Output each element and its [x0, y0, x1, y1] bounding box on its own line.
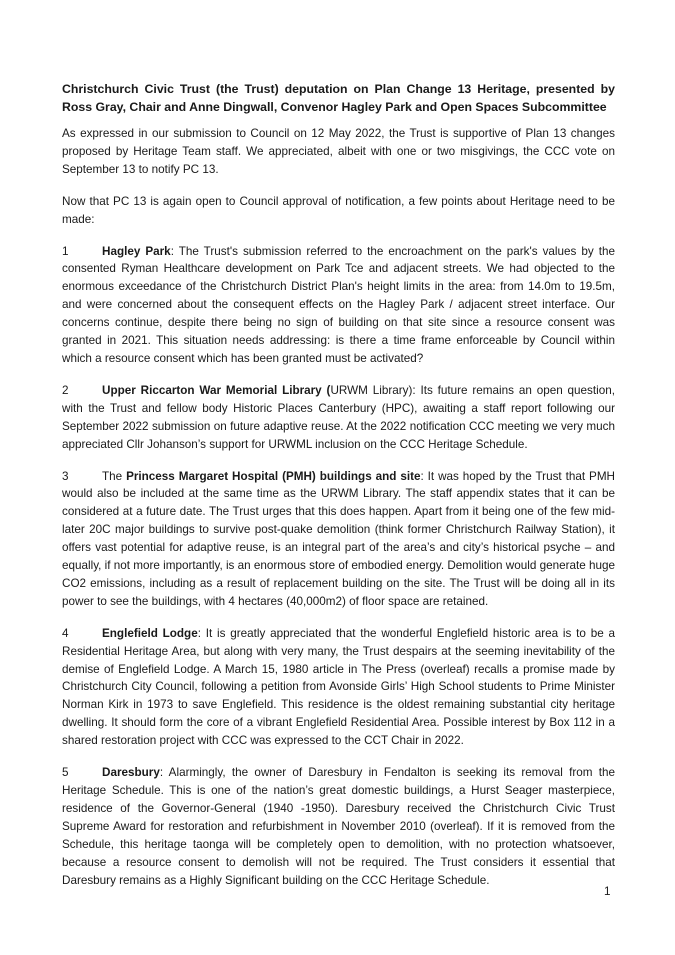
- point-text: : Alarmingly, the owner of Daresbury in Fendalton is seeking its removal from the Heritage Schedule. This is one of the nation’s great domestic buildings, a Hurst Seager masterpiece, residence of the Governor-General (1940 -1950). Daresbury received the Christchurch Civic Trust Supreme Award for restoration and refurbishment in November 2010 (overleaf). If it is removed from the Schedule, this heritage taonga will be completely open to demolition, with no protection whatsoever, because a resource consent to demolish will not be required. The Trust considers it essential that Daresbury remains as a Highly Significant building on the CCC Heritage Schedule.: [62, 766, 615, 887]
- point-number: 2: [62, 383, 69, 397]
- point-text: : It is greatly appreciated that the wonderful Englefield historic area is to be a Residential Heritage Area, but along with very many, the Trust despairs at the seeming inevitability of the demise of Englefield Lodge. A March 15, 1980 article in The Press (overleaf) recalls a promise made by Christchurch City Council, following a petition from Avonside Girls’ High School students to Prime Minister Norman Kirk in 1973 to save Englefield. This residence is the oldest remaining substantial city heritage dwelling. It should form the core of a vibrant Englefield Residential Area. Possible interest by Box 112 in a shared restoration project with CCC was expressed to the CCT Chair in 2022.: [62, 626, 615, 748]
- point-text: : The Trust's submission referred to the encroachment on the park's values by the consented Ryman Healthcare development on Park Tce and adjacent streets. We had objected to the enormous exceedance of the Christchurch District Plan's height limits in the area: from 14.0m to 19.5m, and were concerned about the consequent effects on the Hagley Park / adjacent street interface. Our concerns continue, despite there being no sign of building on that site since a resource consent was granted in 2021. This situation needs addressing: is there a time frame enforceable by Council within which a resource consent which has been granted must be activated?: [62, 244, 615, 365]
- point-1: [62, 243, 615, 368]
- page-number: 1: [604, 885, 611, 898]
- document-title: Christchurch Civic Trust (the Trust) deputation on Plan Change 13 Heritage, presented by Ross Gray, Chair and Anne Dingwall, Convenor Hagley Park and Open Spaces Subcommittee: [62, 82, 615, 114]
- point-text: : It was hoped by the Trust that PMH would also be included at the same time as the URWM Library. The staff appendix states that it can be considered at a future date. The Trust urges that this does happen. Apart from it being one of the few mid-later 20C major buildings to survive post-quake demolition (think former Christchurch Railway Station), it offers vast potential for adaptive reuse, is an integral part of the area’s and city’s historical psyche – and equally, if not more importantly, is an enormous store of embodied energy. Demolition would generate huge CO2 emissions, including as a result of replacement building on the site. The Trust will be doing all in its power to see the buildings, with 4 hectares (40,000m2) of floor space are retained.: [62, 469, 615, 608]
- point-heading: Daresbury: [102, 766, 160, 780]
- point-number: 5: [62, 766, 69, 780]
- point-number: 4: [62, 626, 69, 640]
- point-number: 3: [62, 469, 69, 483]
- intro-paragraph-2: Now that PC 13 is again open to Council approval of notification, a few points about Heritage need to be made:: [62, 194, 615, 226]
- point-prefix: The: [102, 469, 127, 483]
- point-heading: Upper Riccarton War Memorial Library (: [102, 383, 331, 397]
- point-3: [62, 468, 615, 611]
- point-heading: Hagley Park: [102, 244, 171, 258]
- point-heading: Princess Margaret Hospital (PMH) buildings and site: [126, 469, 421, 483]
- point-text: URWM Library): Its future remains an open question, with the Trust and fellow body Historic Places Canterbury (HPC), awaiting a staff report following our September 2022 submission on future adaptive reuse. At the 2022 notification CCC meeting we very much appreciated Cllr Johanson’s support for URWML inclusion on the CCC Heritage Schedule.: [62, 383, 615, 451]
- point-5: [62, 764, 615, 889]
- document-content: [62, 80, 615, 903]
- point-heading: Englefield Lodge: [102, 626, 198, 640]
- point-number: 1: [62, 244, 69, 258]
- intro-paragraph-1: As expressed in our submission to Council on 12 May 2022, the Trust is supportive of Plan 13 changes proposed by Heritage Team staff. We appreciated, albeit with one or two misgivings, the CCC vote on September 13 to notify PC 13.: [62, 127, 615, 176]
- point-2: [62, 382, 615, 454]
- point-4: [62, 625, 615, 750]
